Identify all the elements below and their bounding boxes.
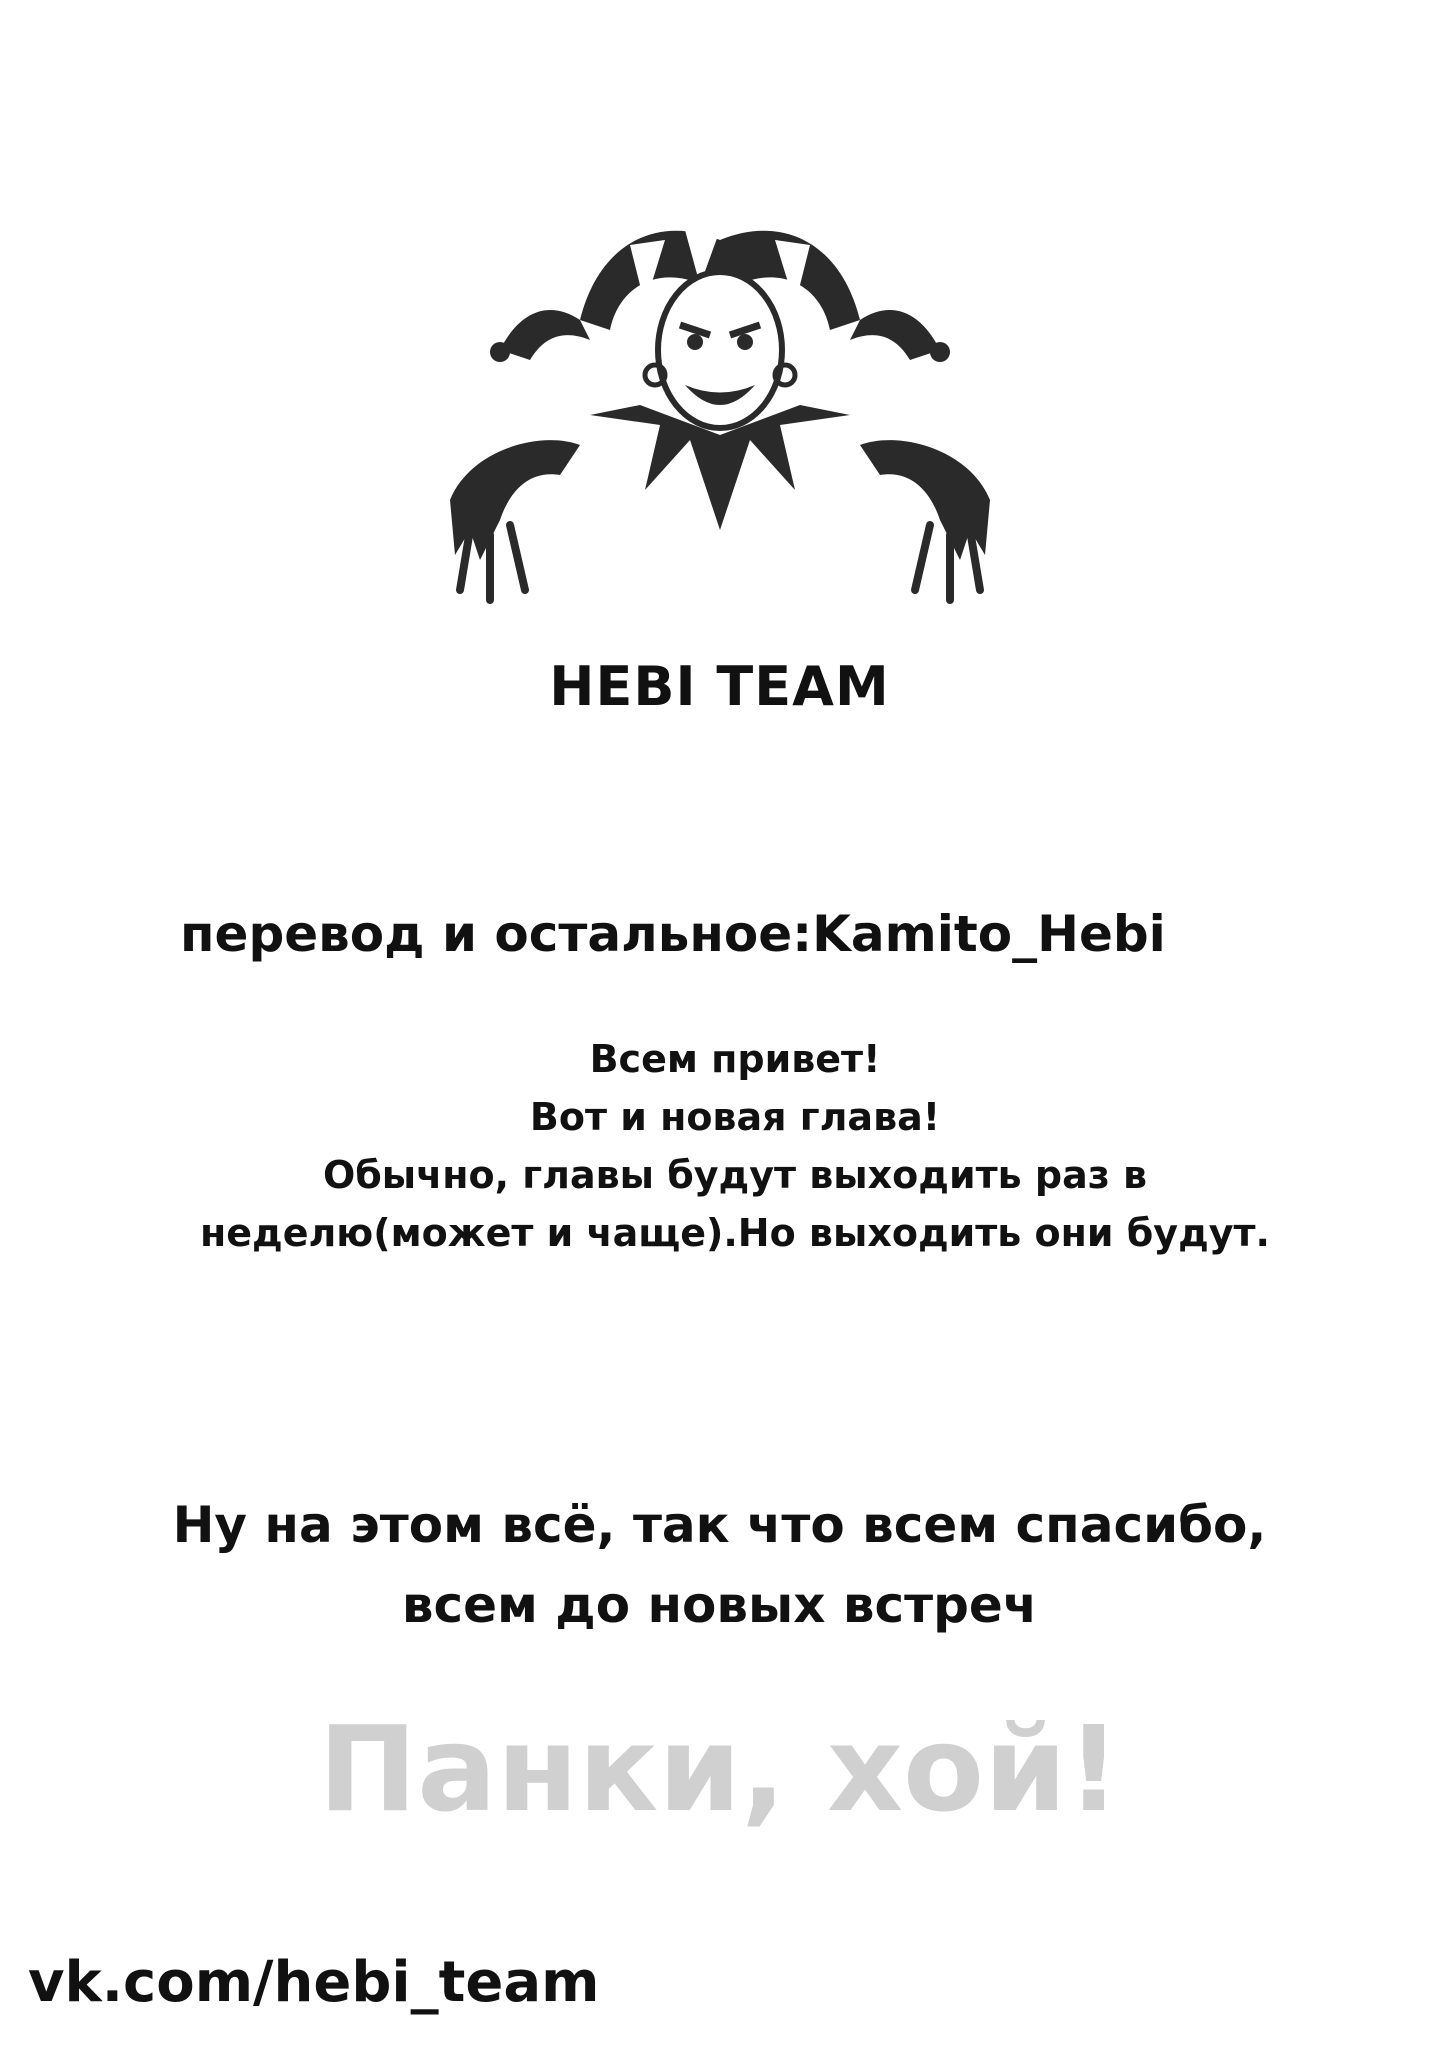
jester-icon <box>430 200 1010 610</box>
message-line: Вот и новая глава! <box>529 1095 941 1139</box>
farewell-block <box>0 1485 1439 1645</box>
message-block <box>140 1030 1330 1262</box>
message-line: Всем привет! <box>589 1037 881 1081</box>
team-name: HEBI TEAM <box>549 655 890 718</box>
farewell-line: Ну на этом всё, так что всем спасибо, <box>172 1496 1267 1554</box>
message-line: неделю(может и чаще).Но выходить они будут. <box>199 1211 1270 1255</box>
slogan: Панки, хой! <box>318 1700 1121 1838</box>
message-line: Обычно, главы будут выходить раз в <box>322 1153 1148 1197</box>
farewell-line: всем до новых встреч <box>401 1576 1038 1634</box>
vk-link[interactable]: vk.com/hebi_team <box>28 1950 600 2015</box>
credits-line: перевод и остальное:Kamito_Hebi <box>180 905 1166 963</box>
